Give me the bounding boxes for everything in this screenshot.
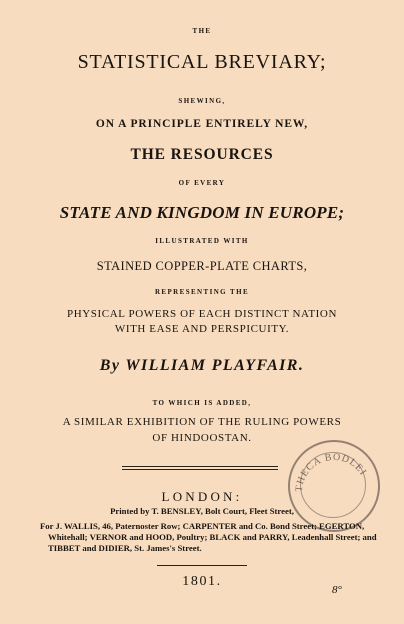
principle-line: ON A PRINCIPLE ENTIRELY NEW, bbox=[95, 118, 309, 130]
representing-label: REPRESENTING THE bbox=[154, 288, 250, 296]
similar-line-1: A SIMILAR EXHIBITION OF THE RULING POWERS bbox=[62, 416, 342, 428]
publishers-block: For J. WALLIS, 46, Paternoster Row; CARPENTER and Co. Bond Street; EGERTON, Whitehall; VERNOR and HOOD, Poultry; BLACK and PARRY, Leadenhall Street; and TIBBET and DIDIER, St. James's Street. bbox=[40, 521, 377, 554]
author-line: By WILLIAM PLAYFAIR. bbox=[99, 357, 305, 374]
margin-shelfmark: 8° bbox=[332, 584, 342, 596]
charts-line: STAINED COPPER-PLATE CHARTS, bbox=[96, 259, 308, 273]
illustrated-label: ILLUSTRATED WITH bbox=[155, 237, 249, 245]
the-label: THE bbox=[192, 27, 212, 35]
divider-rule-bottom bbox=[122, 469, 278, 470]
resources-heading: THE RESOURCES bbox=[130, 146, 274, 163]
similar-line-2: OF HINDOOSTAN. bbox=[152, 432, 252, 444]
year-rule bbox=[157, 565, 247, 566]
library-stamp-text bbox=[288, 440, 380, 532]
page-title: STATISTICAL BREVIARY; bbox=[77, 51, 327, 73]
london-label: LONDON: bbox=[161, 489, 243, 504]
added-label: TO WHICH IS ADDED, bbox=[152, 399, 252, 407]
powers-line-1: PHYSICAL POWERS OF EACH DISTINCT NATION bbox=[67, 308, 337, 320]
svg-text:THECA BODLEI: THECA BODLEI bbox=[293, 451, 369, 493]
publication-year: 1801. bbox=[182, 574, 222, 589]
of-every-label: OF EVERY bbox=[178, 179, 226, 187]
library-stamp bbox=[288, 440, 380, 532]
shewing-label: SHEWING, bbox=[178, 97, 226, 105]
printer-line: Printed by T. BENSLEY, Bolt Court, Fleet Street, bbox=[110, 506, 294, 516]
powers-line-2: WITH EASE AND PERSPICUITY. bbox=[114, 323, 290, 335]
divider-rule-top bbox=[122, 466, 278, 467]
state-kingdom-line: STATE AND KINGDOM IN EUROPE; bbox=[59, 203, 345, 222]
